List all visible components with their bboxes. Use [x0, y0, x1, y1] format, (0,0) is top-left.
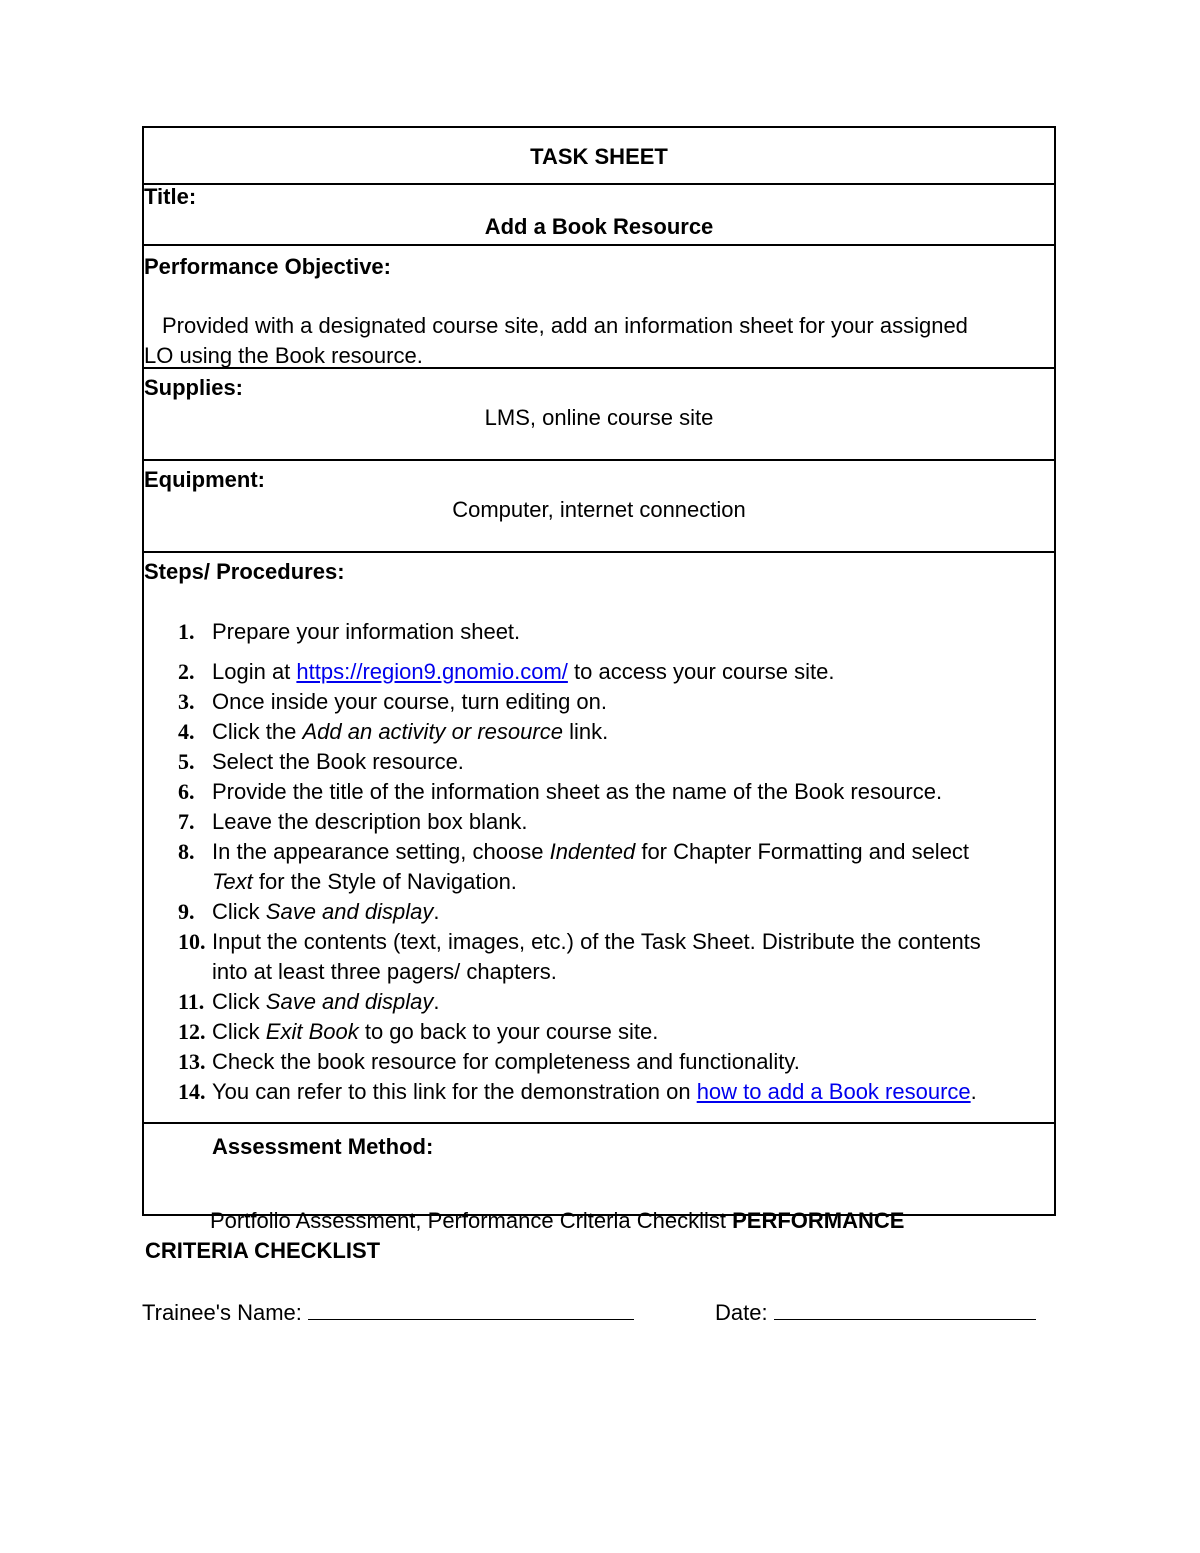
step-number: 7. [178, 809, 195, 834]
step-emphasis: Text [212, 869, 253, 894]
step-text: In the appearance setting, choose [212, 839, 550, 864]
step-item [144, 897, 1044, 927]
step-item [144, 657, 1044, 687]
step-emphasis: Indented [549, 839, 636, 864]
date-blank[interactable] [774, 1299, 1036, 1320]
step-number: 2. [178, 659, 195, 684]
step-text: into at least three pagers/ chapters. [212, 959, 557, 984]
checklist-heading-part2: CRITERIA CHECKLIST [145, 1238, 381, 1263]
step-item [144, 1017, 1044, 1047]
step-text: Click the [212, 719, 303, 744]
task-title-value: Add a Book Resource [484, 214, 714, 239]
checklist-heading-part1: PERFORMANCE [732, 1208, 905, 1233]
step-text: Input the contents (text, images, etc.) of the Task Sheet. Distribute the contents [212, 929, 981, 954]
step-item [144, 687, 1044, 717]
step-text: Click [212, 1019, 266, 1044]
assessment-value-line [210, 1208, 904, 1234]
step-text: Prepare your information sheet. [212, 619, 521, 644]
step-number: 11. [178, 989, 205, 1014]
objective-label: Performance Objective: [144, 254, 391, 279]
step-text: to go back to your course site. [358, 1019, 659, 1044]
step-text: Click [212, 989, 266, 1014]
step-text: Provide the title of the information sheet as the name of the Book resource. [212, 779, 943, 804]
step-text: Login at [212, 659, 297, 684]
step-number: 1. [178, 619, 195, 644]
step-number: 14. [178, 1079, 206, 1104]
step-text: Once inside your course, turn editing on. [212, 689, 608, 714]
supplies-row [144, 369, 1054, 461]
step-text: to access your course site. [567, 659, 835, 684]
step-number: 5. [178, 749, 195, 774]
step-text: . [433, 899, 440, 924]
step-text: Leave the description box blank. [212, 809, 528, 834]
supplies-label: Supplies: [144, 375, 244, 400]
trainee-name-blank[interactable] [308, 1299, 634, 1320]
equipment-label: Equipment: [144, 467, 265, 492]
step-item [144, 837, 1044, 897]
step-number: 9. [178, 899, 195, 924]
date-label: Date: [715, 1300, 768, 1325]
step-item [144, 617, 1044, 647]
step-emphasis: Add an activity or resource [302, 719, 563, 744]
assessment-label: Assessment Method: [212, 1134, 434, 1159]
step-emphasis: Save and display [265, 899, 434, 924]
step-text: Click [212, 899, 266, 924]
task-sheet-title: TASK SHEET [530, 144, 668, 169]
step-item [144, 927, 1044, 987]
step-number: 3. [178, 689, 195, 714]
step-text: for the Style of Navigation. [252, 869, 517, 894]
book-demo-link[interactable]: how to add a Book resource [696, 1079, 971, 1104]
title-row [144, 185, 1054, 246]
equipment-value: Computer, internet connection [452, 497, 746, 522]
equipment-row [144, 461, 1054, 553]
task-sheet-header [144, 128, 1054, 185]
steps-row [144, 553, 1054, 1124]
step-emphasis: Exit Book [265, 1019, 359, 1044]
objective-text-line2: LO using the Book resource. [144, 343, 423, 368]
objective-text-line1: Provided with a designated course site, add an information sheet for your assigned [162, 313, 968, 338]
date-field [715, 1299, 1036, 1326]
step-text: . [970, 1079, 977, 1104]
step-number: 12. [178, 1019, 206, 1044]
gnomio-link[interactable]: https://region9.gnomio.com/ [296, 659, 568, 684]
step-number: 10. [178, 929, 206, 954]
trainee-name-field [142, 1299, 634, 1326]
step-item [144, 777, 1044, 807]
step-number: 6. [178, 779, 195, 804]
step-text: for Chapter Formatting and select [635, 839, 970, 864]
step-text: Check the book resource for completeness and functionality. [212, 1049, 800, 1074]
objective-row [144, 246, 1054, 369]
assessment-value: Portfolio Assessment, Performance Criteria Checklist [210, 1208, 726, 1233]
trainee-name-label: Trainee's Name: [142, 1300, 302, 1325]
step-item [144, 987, 1044, 1017]
step-text: You can refer to this link for the demonstration on [212, 1079, 697, 1104]
step-item [144, 747, 1044, 777]
step-item [144, 717, 1044, 747]
step-text: link. [562, 719, 609, 744]
step-number: 13. [178, 1049, 206, 1074]
supplies-value: LMS, online course site [484, 405, 714, 430]
step-emphasis: Save and display [265, 989, 434, 1014]
step-number: 4. [178, 719, 195, 744]
steps-list [144, 617, 1044, 1107]
step-item [144, 1047, 1044, 1077]
step-item [144, 1077, 1044, 1107]
step-number: 8. [178, 839, 195, 864]
task-sheet-table [142, 126, 1056, 1216]
steps-label: Steps/ Procedures: [144, 559, 345, 584]
assessment-row [144, 1124, 1054, 1214]
step-item [144, 807, 1044, 837]
step-text: Select the Book resource. [212, 749, 464, 774]
step-text: . [433, 989, 440, 1014]
title-label: Title: [144, 184, 197, 209]
